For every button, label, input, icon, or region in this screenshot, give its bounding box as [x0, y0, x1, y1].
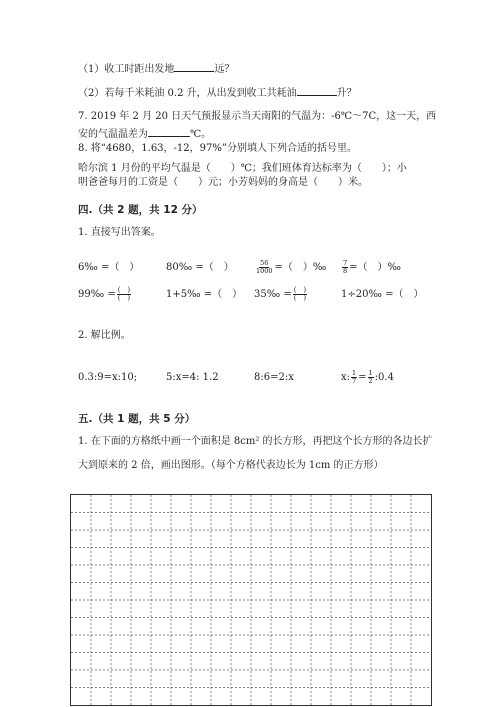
fraction: $\frac{1}{2}$: [368, 369, 373, 385]
q6-sub2: （2）若每千米耗油 0.2 升，从出发到收工共耗油 升？: [78, 85, 357, 101]
section-4-title: 四.（共 2 题，共 12 分）: [78, 204, 203, 216]
proportion-row: [0, 370, 500, 386]
section-5-q1-line2: 大到原来的 2 倍，画出图形。（每个方格代表边长为 1cm 的正方形）: [78, 460, 384, 471]
calc-item: 6‰ =（ ）: [78, 262, 140, 273]
grid-lines: [71, 495, 431, 705]
fraction-blank[interactable]: $\frac{( )}{( )}$: [293, 286, 307, 302]
q8-line1: 8. 将“4680，1.63，-12，97%”分别填人下列合适的括号里。: [78, 143, 357, 154]
grid-paper[interactable]: [70, 494, 432, 706]
fraction: $\frac{1}{7}$: [352, 369, 357, 385]
calc-item: 35‰ = $\frac{( )}{( )}$: [254, 286, 307, 302]
calc-item: 99‰ = $\frac{( )}{( )}$: [78, 286, 131, 302]
proportion-item: 0.3:9=x:10;: [78, 372, 138, 383]
fraction: $\frac{56}{1000}$: [256, 259, 273, 275]
answer-blank[interactable]: [148, 126, 190, 137]
q7-line2: 安的气温温差为 ℃。: [78, 126, 211, 142]
q7-line1: 7. 2019 年 2 月 20 日天气预报显示当天南阳的气温为：-6℃～7C，这一天，西: [78, 111, 437, 122]
calc-row-1: [0, 260, 500, 276]
fraction-blank[interactable]: $\frac{( )}{( )}$: [117, 286, 131, 302]
section-4-q1-title: 1. 直接写出答案。: [78, 227, 161, 238]
answer-blank[interactable]: [297, 85, 337, 96]
calc-item: $\frac{7}{8}$ =（ ）‰: [343, 259, 401, 275]
section-5-title: 五.（共 1 题，共 5 分）: [78, 413, 196, 425]
section-5-q1-line1: 1. 在下面的方格纸中画一个面积是 8cm² 的长方形，再把这个长方形的各边长扩: [78, 436, 433, 447]
calc-item: 1÷20‰ =（ ）: [341, 289, 424, 300]
proportion-item: 5:x=4: 1.2: [166, 372, 219, 383]
proportion-item: 8:6=2:x: [254, 372, 294, 383]
answer-blank[interactable]: [174, 61, 214, 72]
calc-row-2: [0, 287, 500, 303]
section-4-q2-title: 2. 解比例。: [78, 330, 131, 341]
fraction: $\frac{7}{8}$: [343, 259, 348, 275]
q6-sub1: （1）收工时距出发地 远？: [78, 61, 234, 77]
calc-item: 1+5‰ =（ ）: [166, 289, 243, 300]
calc-item: 80‰ =（ ）: [166, 262, 234, 273]
q8-line3: 明爸爸每月的工资是（ ）元；小芳妈妈的身高是（ ）米。: [78, 177, 368, 188]
calc-item: $\frac{56}{1000}$ =（ ）‰: [256, 259, 327, 275]
proportion-item: x: $\frac{1}{7}$ = $\frac{1}{2}$ :0.4: [341, 369, 394, 385]
q8-line2: 哈尔滨 1 月份的平均气温是（ ）℃；我们班体育达标率为（ ）；小: [78, 163, 407, 174]
